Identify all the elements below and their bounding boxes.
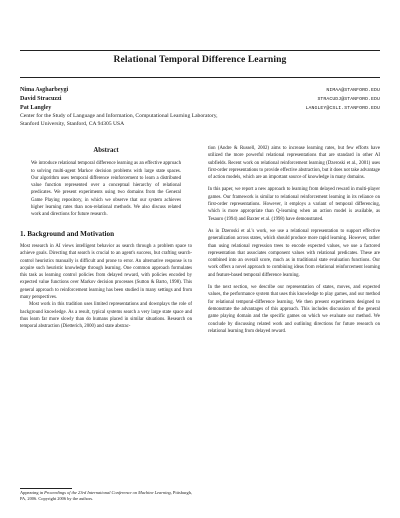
author-name: David Stracuzzi [20,96,62,102]
body-paragraph: Most work in this tradition uses limited representations and downplays the role of background knowledge. As a result, typical systems search a very large state space and thus learn far more slowly than do humans placed in similar situations. Research on temporal abstraction (Dietterich, 2000) and state abstrac- [20,302,192,330]
abstract-heading: Abstract [93,147,119,154]
author-row [20,104,380,113]
right-column [208,145,380,335]
paper-title: Relational Temporal Difference Learning [113,54,287,65]
section-heading: 1. Background and Motivation [20,229,115,238]
affiliation-line: Stanford University, Stanford, CA 94305 USA [20,121,125,127]
footnote [20,490,192,502]
author-row [20,86,380,95]
footnote-prefix: Appearing in [20,490,45,495]
author-email: NIMAA@STANFORD.EDU [326,88,380,93]
body-paragraph: In this paper, we report a new approach to learning from delayed reward in multi-player games. Our framework is similar to relational reinforcement learning in its reliance on first-order representations. However, it employs a variant of temporal differencing, which is more appropriate than Q-learning when an action model is available, as Tesauro (1994) and Baxter et al. (1998) have demonstrated. [208,187,380,222]
author-name: Nima Asgharbeygi [20,87,69,93]
footnote-venue: Proceedings of the 23rd International Conference on Machine Learning [44,490,171,495]
body-paragraph: As in Dzeroski et al.'s work, we use a relational representation to support effective generalization across states, which should produce more rapid learning. However, rather than using relational regression trees to encode expected values, we use a factored representation that associates component values with relational predicates. These are combined into an overall score, much as in traditional state evaluation functions. Our work offers a novel approach to combining ideas from relational reinforcement learning and feature-based temporal difference learning. [208,228,380,278]
title-bottom-rule [20,77,380,78]
body-paragraph: Most research in AI views intelligent behavior as search through a problem space to achieve goals. Directing that search is crucial to an agent's success, but crafting search-control heuristics manually is difficult and prone to error. An alternative response is to acquire such heuristic knowledge through learning. One common approach formulates this task as learning control policies from delayed reward, with policies encoded by expected value functions over Markov decision processes (Sutton & Barto, 1998). This general approach to reinforcement learning has been studied in many settings and from many perspectives. [20,243,192,301]
title-top-rule [20,50,380,51]
author-row [20,95,380,104]
author-name: Pat Langley [20,105,52,111]
author-email: LANGLEY@CSLI.STANFORD.EDU [305,106,380,111]
affiliation-line: Center for the Study of Language and Information, Computational Learning Laboratory, [20,113,218,119]
footnote-rule [20,488,72,489]
body-paragraph: tion (Andre & Russell, 2002) aims to increase learning rates, but few efforts have utilized the more powerful relational representations that are standard in other AI subfields. Recent work on relational reinforcement learning (Dzeroski et al., 2001) uses first-order representations to provide effective abstraction, but it does not take advantage of action models, which are an important source of knowledge in many domains. [208,146,380,181]
body-paragraph: In the next section, we describe our representation of states, moves, and expected values, the performance system that uses this knowledge to play games, and our method for relational temporal-difference learning. We then present experiments designed to demonstrate the advantages of this approach. This includes discussion of the general game playing domain and the specific games on which we evaluate our method. We conclude by discussing related work and outlining directions for future research on relational learning from delayed reward. [208,285,380,334]
footnote-suffix: , Pittsburgh, PA, 2006. Copyright 2006 by the authors. [20,490,193,501]
left-column [20,147,192,331]
author-email: STRACUDJ@STANFORD.EDU [317,97,380,102]
abstract-text: We introduce relational temporal difference learning as an effective approach to solving multi-agent Markov decision problems with large state spaces. Our algorithm uses temporal difference reinforcement to learn a distributed value function represented over a conceptual hierarchy of relational predicates. We present experiments using two domains from the General Game Playing repository, in which we observe that our system achieves higher learning rates than non-relational methods. We also discuss related work and directions for future research. [31,161,181,218]
